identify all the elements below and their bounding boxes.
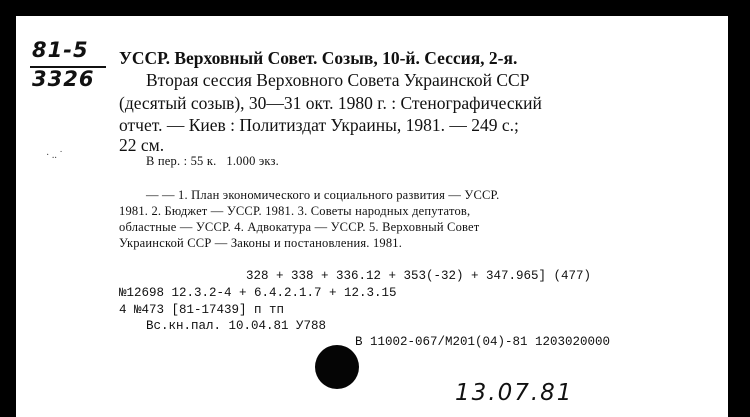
subject-line-3: областные — УССР. 4. Адвокатура — УССР. 5. Верховный Совет — [119, 220, 480, 234]
heading: УССР. Верховный Совет. Созыв, 10-й. Сессия, 2-я. — [119, 48, 518, 68]
title-line-2: (десятый созыв), 30—31 окт. 1980 г. : Стенографический — [119, 93, 542, 113]
subject-line-1: — — 1. План экономического и социального развития — УССР. — [146, 188, 500, 202]
classification-line-3: 4 №473 [81-17439] п тп — [119, 303, 285, 317]
subject-line-4: Украинской ССР — Законы и постановления. 1981. — [119, 236, 403, 250]
title-line-1: Вторая сессия Верховного Совета Украинской ССР — [146, 70, 530, 90]
title-line-3: отчет. — Киев : Политиздат Украины, 1981. — 249 с.; — [119, 115, 519, 135]
call-number-bottom: 3326 — [32, 67, 95, 91]
price-line: В пер. : 55 к. 1.000 экз. — [146, 154, 279, 168]
handwritten-date: 13.07.81 — [455, 380, 574, 406]
classification-line-4: Вс.кн.пал. 10.04.81 У788 — [146, 319, 327, 333]
call-number-top: 81-5 — [32, 38, 89, 62]
dust-specks: · .. ˙ — [46, 150, 63, 161]
subject-line-2: 1981. 2. Бюджет — УССР. 1981. 3. Советы народных депутатов, — [119, 204, 471, 218]
title-line-4: 22 см. — [119, 135, 165, 155]
classification-line-1: 328 + 338 + 336.12 + 353(-32) + 347.965] (477) — [246, 269, 592, 283]
publisher-code: В 11002-067/М201(04)-81 1203020000 — [355, 335, 611, 349]
classification-line-2: №12698 12.3.2-4 + 6.4.2.1.7 + 12.3.15 — [119, 286, 397, 300]
ink-blot — [315, 345, 359, 389]
